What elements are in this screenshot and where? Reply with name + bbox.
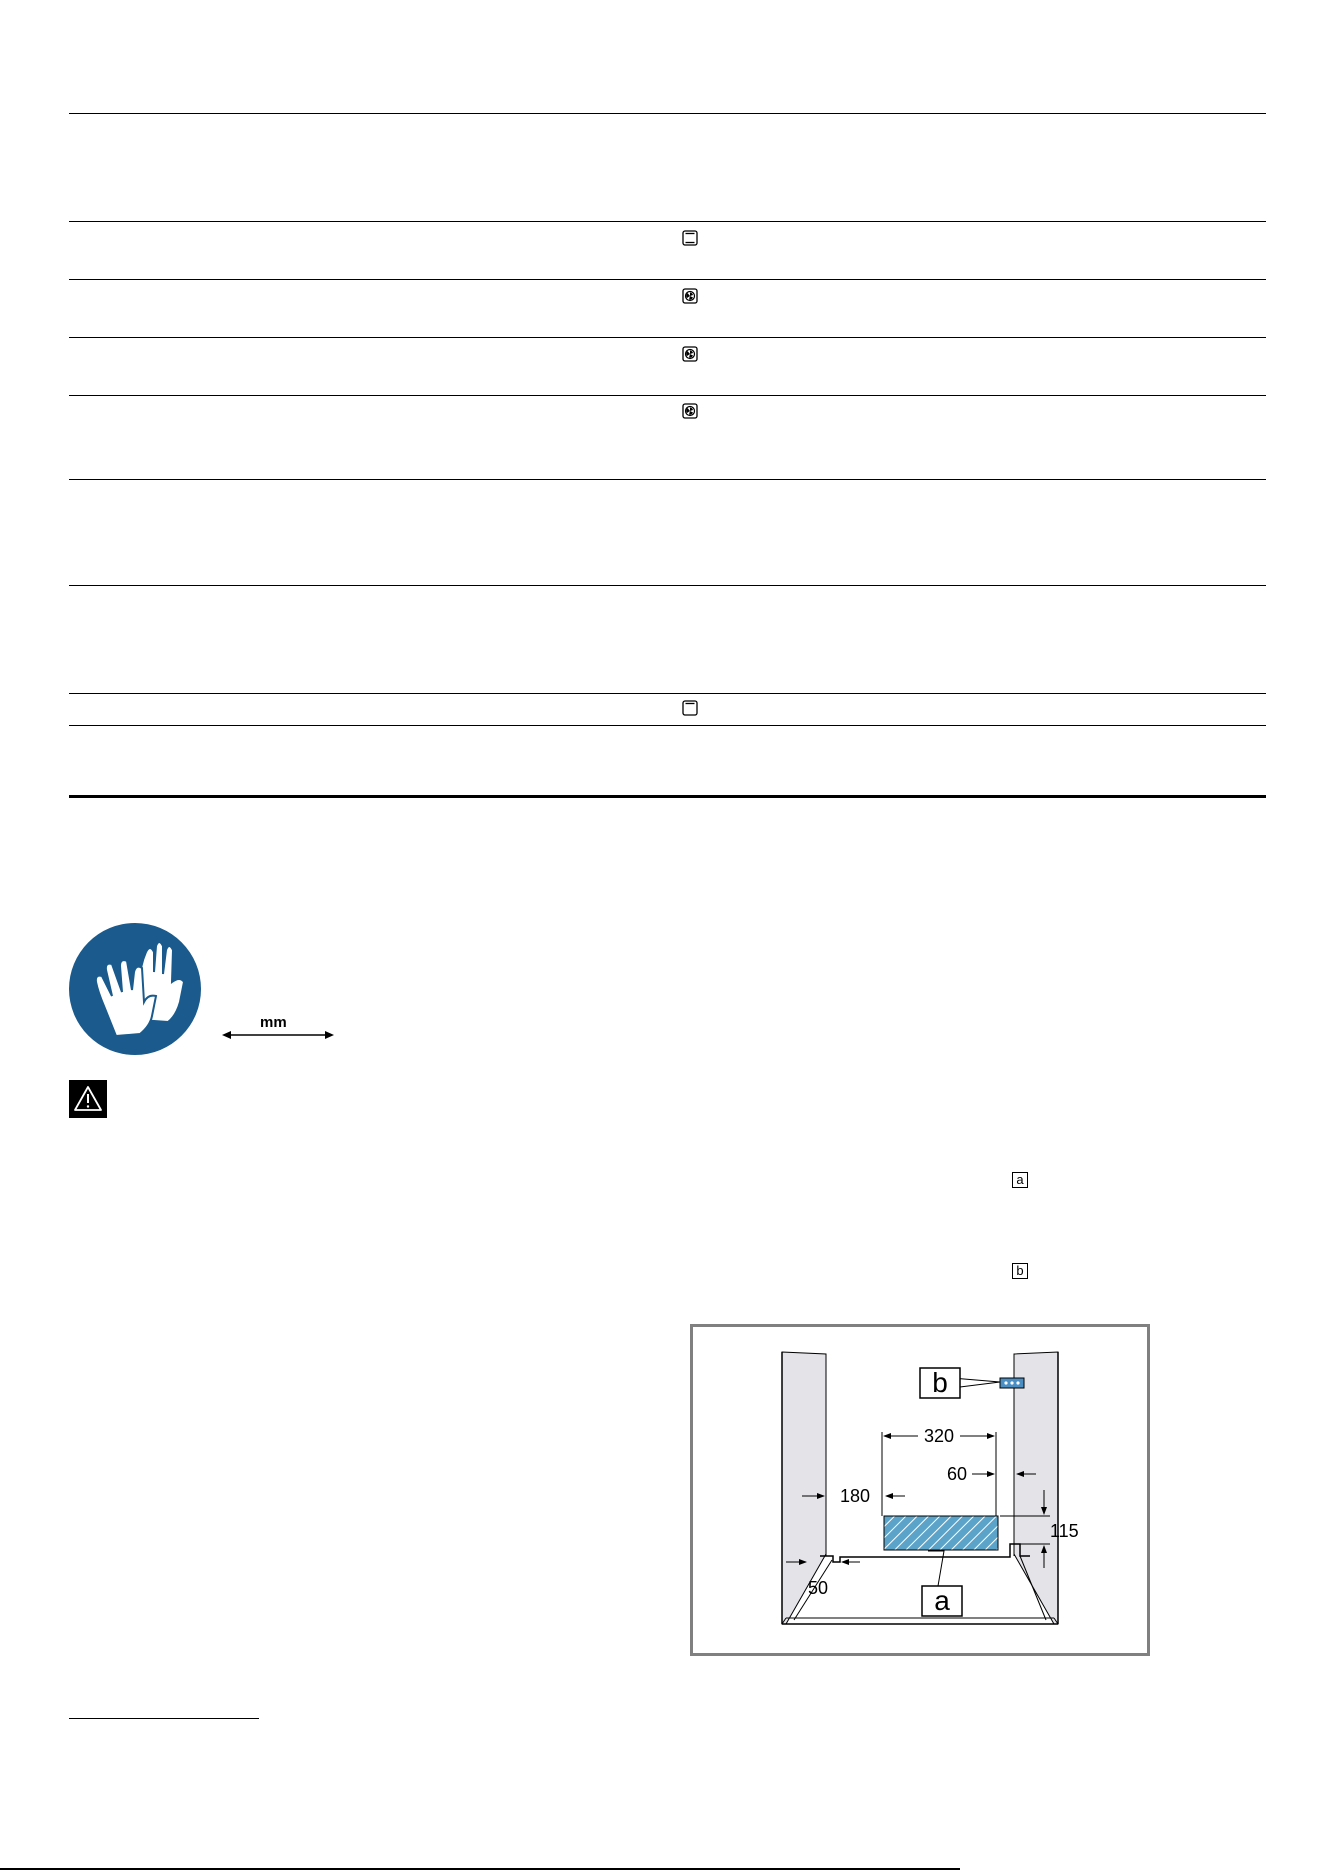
table-row [682, 230, 698, 251]
table-rule [69, 113, 1266, 114]
fan-heat-icon [682, 288, 698, 304]
page-bottom-rule [0, 1868, 960, 1870]
label-b-text: b [932, 1367, 948, 1398]
dim-50: 50 [808, 1578, 829, 1598]
table-rule [69, 693, 1266, 694]
fan-heat-icon [682, 403, 698, 419]
table-row [682, 403, 698, 424]
table-row [682, 346, 698, 367]
table-end-rule [69, 795, 1266, 798]
table-rule [69, 337, 1266, 338]
footnote-rule [69, 1718, 259, 1719]
fan-heat-icon [682, 346, 698, 362]
cutout-area [884, 1516, 998, 1550]
dim-115: 115 [1050, 1521, 1079, 1541]
column-divider [343, 110, 345, 800]
table-rule [69, 221, 1266, 222]
table-rule [69, 725, 1266, 726]
installation-figure [690, 1324, 1150, 1656]
top-bottom-heat-icon [682, 230, 698, 246]
label-a-text: a [934, 1585, 950, 1616]
table-row [682, 288, 698, 309]
table-rule [69, 395, 1266, 396]
callout-label-a: a [1012, 1172, 1028, 1188]
dim-60: 60 [946, 1464, 968, 1484]
dim-320: 320 [923, 1426, 955, 1446]
table-rule [69, 585, 1266, 586]
dim-180: 180 [839, 1486, 871, 1506]
warning-triangle-icon [69, 1080, 107, 1118]
measurement-unit-indicator [222, 1014, 334, 1042]
table-row [682, 700, 698, 721]
callout-label-b: b [1012, 1263, 1028, 1279]
measure-unit-label: mm [260, 1014, 287, 1031]
table-rule [69, 279, 1266, 280]
double-arrow-icon [222, 1028, 334, 1042]
table-rule [69, 479, 1266, 480]
bottom-heat-icon [682, 700, 698, 716]
wear-gloves-icon [68, 922, 202, 1056]
